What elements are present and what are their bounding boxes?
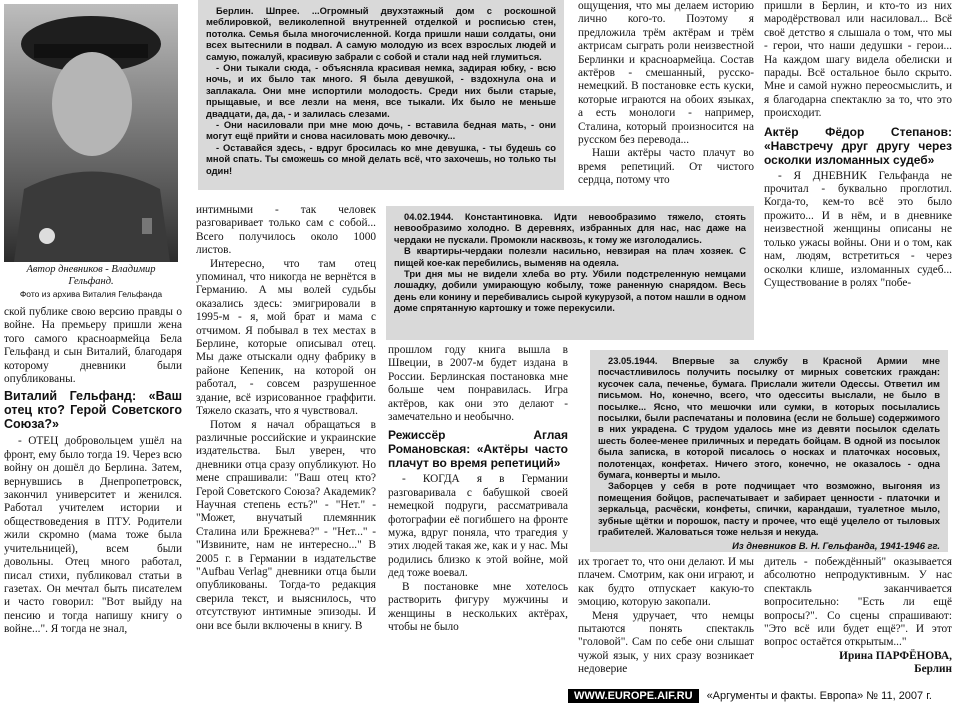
col1-intro: ской публике свою версию правды о войне. На премьеру пришли жена того самого красноармейца Бела Гельфанд и сын Виталий, благодаря которому дневники были опубликованы.	[4, 306, 182, 386]
author-signature: Ирина ПАРФЁНОВА,	[839, 649, 952, 662]
footer-issue: «Аргументы и факты. Европа» № 11, 2007 г.	[706, 690, 932, 702]
diary-excerpt-konstantinovka	[386, 206, 754, 340]
diary-paragraph: В квартиры-чердаки полезли насильно, невзирая на плач хозяек. С пищей кое-как перебились, выменяв на одеяла.	[394, 245, 746, 268]
photo-credit: Фото из архива Виталия Гельфанда	[19, 289, 163, 299]
col4-bottom-paragraph: Меня удручает, что немцы пытаются понять спектакль "головой". Сам по себе они слышат чужой язык, у них сразу возникает недоверие	[578, 609, 754, 676]
col4-bottom-paragraph: их трогает то, что они делают. И мы плачем. Смотрим, как они играют, и как будто отпускает какую-то эмоцию, которую закопали.	[578, 556, 754, 609]
col4-paragraph: Наши актёры часто плачут во время репетиций. От чистого сердца, потому что	[578, 147, 754, 187]
column-4	[578, 0, 754, 202]
col2-paragraph: интимными - так человек разговаривает только сам с собой... Всего получилось около 1000 листов.	[196, 204, 376, 257]
diary-excerpt-odessa	[590, 350, 948, 552]
author-photo	[4, 4, 178, 262]
col4-paragraph: ощущения, что мы делаем историю лично кого-то. Поэтому я предложила трём актёрам и трём актрисам сыграть роли неизвестной Берлинки и красноармейца. Состав актёров - смешанный, русско-немецкий. В постановке есть куски, которые играются на обоих языках, а есть монологи - например, Сталина, который произносится на русском без перевода...	[578, 0, 754, 147]
col3-intro: прошлом году книга вышла в Швеции, в 2007-м будет издана в России. Берлинская постановка мне больше чем понравилась. Игра актёров, как они это делают - замечательно и необычно.	[388, 344, 568, 424]
footer-site-link[interactable]: WWW.EUROPE.AIF.RU	[568, 689, 699, 703]
diary-paragraph: Три дня мы не видели хлеба во рту. Убили подстреленную немцами лошадку, добили умирающую кобылу, тоже раненную снарядом. Весь день ели конину и перебивались сырой кукурузой, а потом нашли в одном доме спрятанную картошку и тоже перекусили.	[394, 268, 746, 314]
col5-body: - Я ДНЕВНИК Гельфанда не прочитал - буквально проглотил. Когда-то, кем-то всё это было прожито... И в нём, и в дневнике неизвестной женщины описаны не только ужасы войны. Они и о том, как нам, людям, встретиться - через осколки клише, изломанных судеб... Существование в ролях "побе-	[764, 169, 952, 289]
col3-paragraph: - КОГДА я в Германии разговаривала с бабушкой своей немецкой подруги, рассматривала фотографии её погибшего на фронте мужа, вдруг поняла, что трагедия у этих людей такая же, как и у нас. Мы родились близко к этой войне, мой дед тоже воевал.	[388, 473, 568, 580]
col3-paragraph: В постановке мне хотелось растворить фигуру мужчины и женщины в нескольких актёрах, чтобы не было	[388, 580, 568, 633]
diary-paragraph: - Они насиловали при мне мою дочь, - вставила бедная мать, - они могут ещё прийти и снова насиловать мою девочку...	[206, 119, 556, 142]
column-4-bottom	[578, 556, 754, 684]
interview-heading-director: Режиссёр Аглая Романовская: «Актёры часто плачут во время репетиций»	[388, 428, 568, 471]
col2-paragraph: Потом я начал обращаться в различные российские и украинские издательства. Был уверен, что дневники отца сразу опубликуют. Но мене спрашивали: "Ваш отец кто? Герой Советского Союза? Академик? Научная степень есть?" - "Нет." - "Может, внучатый племянник Сталина или Брежнева?" - "Нет..." - "Извините, нам не интересно..." В 2005 г. в Германии в издательстве "Aufbau Verlag" дневники отца были опубликованы. Тогда-то редакция сверила текст, и выяснилось, что отсутствуют интимные эпизоды. И они все были включены в книгу. В	[196, 418, 376, 632]
author-city: Берлин	[914, 663, 952, 676]
col5-bottom-text: дитель - побеждённый" оказывается абсолютно непродуктивным. У нас спектакль заканчивается вопросительно: "Есть ли ещё вопросы?". Со сцены спрашивают: "Это всё или будет ещё?". И этот вопрос остаётся открытым..."	[764, 556, 952, 649]
interview-heading-vitaly: Виталий Гельфанд: «Ваш отец кто? Герой Советского Союза?»	[4, 389, 182, 432]
diary-paragraph: 23.05.1944. Впервые за службу в Красной Армии мне посчастливилось получить посылку от мирных советских граждан: кусочек сала, печенье, бумага. Прислали жители Одессы. Ответил им письмом. Но, конечно, всего, что одесситы выслали, не было в посылке... Ясно, что мешочки или сумки, в которых посылались посылки, были распечатаны и половина (если не больше) содержимого в них украдена. С трудом удалось мне из девяти посылок сделать шесть более-менее приличных и передать бойцам. В одной из посылок была записка, в которой писалось о носках и платочках носовых, полотенцах, конфетах. Ничего этого, конечно, не оказалось - одна бумага, конверты и мыло.	[598, 355, 940, 481]
caption-text: Автор дневников - Владимир Гельфанд.	[26, 264, 156, 287]
column-5-bottom	[764, 556, 952, 684]
photo-caption	[4, 264, 178, 304]
portrait-image	[4, 4, 178, 262]
page-footer	[568, 688, 952, 704]
diary-paragraph: - Они тыкали сюда, - объясняла красивая немка, задирая юбку, - всю ночь, и их было так много. Я была девушкой, - вздохнула она и заплакала. Они мне испортили молодость. Среди них были старые, прыщавые, и все лезли на меня, все тыкали. Их было не меньше двадцати, да, да, - и залилась слезами.	[206, 62, 556, 119]
col1-body: - ОТЕЦ добровольцем ушёл на фронт, ему было тогда 19. Через всю войну он дошёл до Берлина. Затем, вернувшись в Днепропетровск, закончил университет и женился. Работал учителем истории и обществоведения в ПТУ. Родители жили скромно (мама тоже была учительницей), всем были довольны. Отец много работал, писал стихи, публиковал статьи в газетах. Он мечтал быть писателем и часто говорил: "Вот выйду на пенсию и тогда напишу книгу о войне...". Я тогда не знал,	[4, 435, 182, 636]
diary-paragraph: - Оставайся здесь, - вдруг бросилась ко мне девушка, - ты будешь со мной спать. Ты сможешь со мной делать всё, что захочешь, но только ты один!	[206, 141, 556, 176]
diary-source: Из дневников В. Н. Гельфанда, 1941-1946 гг.	[732, 539, 940, 551]
diary-paragraph: 04.02.1944. Константиновка. Идти невообразимо тяжело, стоять невообразимо холодно. В деревнях, избранных для нас, нас даже на чердаки не пускали. Промокли насквозь, к тому же изголодались.	[394, 211, 746, 245]
col5-intro: пришли в Берлин, и кто-то из них мародёрствовал или насиловал... Всё своё детство я слышала о том, что мы - герои, что наши дедушки - герои... На каждом шагу видела обелиски и парады. Всё остальное было скрыто. Мне и самой нужно переосмыслить, и я благодарна спектаклю за то, что это происходит.	[764, 0, 952, 120]
column-5	[764, 0, 952, 346]
diary-paragraph: Заборцев у себя в роте подчищает что возможно, выгоняя из помещения бойцов, распечатывает и забирает ценности - платочки и зеркальца, расчёски, конфеты, спички, карандаши, туалетное мыло, зубные щётки и порошок, пасту и прочее, что ещё уцелело от тыловых грабителей. Жаловаться тоже нельзя и некуда.	[598, 480, 940, 538]
column-3	[388, 344, 568, 684]
column-2	[196, 204, 376, 684]
interview-heading-actor: Актёр Фёдор Степанов: «Навстречу друг другу через осколки изломанных судеб»	[764, 124, 952, 167]
diary-paragraph: Берлин. Шпрее. ...Огромный двухэтажный дом с роскошной меблировкой, великолепной внутренней отделкой и росписью стен, потолка. Семья была многочисленной. Когда пришли наши солдаты, они всех вытеснили в подвал. А самую молодую из всех взрослых людей и самую, пожалуй, красивую забрали с собой и стали над ней глумиться.	[206, 5, 556, 62]
col2-paragraph: Интересно, что там отец упоминал, что никогда не вернётся в Германию. А мы волей судьбы оказались здесь: эмигрировали в 1995-м - я, мой брат и мама с отчимом. Я побывал в тех местах в Берлине, которые описывал отец. Мы даже отыскали одну фабрику в районе Кепеник, на которой он работал, - совсем разрушенное здание, всё изрисованное граффити. Тяжело сказать, что я чувствовал.	[196, 257, 376, 418]
diary-excerpt-berlin	[198, 0, 564, 190]
column-1	[4, 306, 182, 684]
